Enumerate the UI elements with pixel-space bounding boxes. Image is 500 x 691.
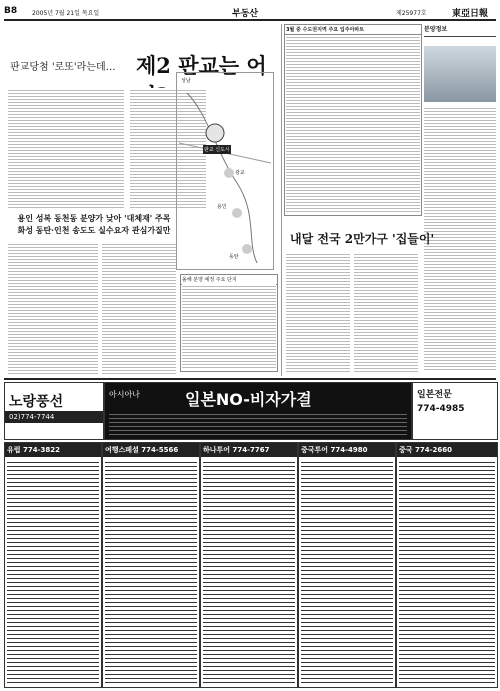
article-body-col1: [8, 88, 124, 208]
ad-tour-5[interactable]: [396, 442, 498, 688]
ad-slogan: 일본NO-비자가결: [185, 390, 312, 409]
ad-tour-1[interactable]: [4, 442, 102, 688]
subhead: 용인 성복 동천동 분양가 낮아 '대체재' 주목 화성 동탄·인천 송도도 실수요자 관심가질만: [17, 213, 171, 235]
ad-tour-4-title: 중국투어 774-4980: [299, 443, 395, 457]
masthead-logo: 東亞日報: [452, 9, 489, 19]
ad-tour-3-listings: [203, 459, 295, 685]
page-number: B8: [4, 6, 18, 16]
ad-japan-title: 일본전문: [417, 390, 452, 400]
issue-date: 2005년 7월 21일 목요일: [32, 10, 100, 17]
sidebar-body: [424, 106, 496, 372]
article-body-col4: [102, 242, 176, 374]
schedule-table-rows: [182, 284, 276, 370]
right-feature: [284, 24, 496, 376]
apartment-photo: [424, 46, 496, 102]
headline-kicker: 판교당첨 '로또'라는데…: [10, 62, 116, 73]
right-body-col1: [286, 252, 350, 372]
article-body-col3: [8, 242, 98, 374]
right-headline: 내달 전국 2만가구 '집들이': [290, 232, 435, 246]
ad-tel-left: 02)774-7744: [5, 411, 103, 423]
section-title: 부동산: [232, 9, 259, 19]
page-header: [4, 3, 496, 21]
headline: 제2 판교는 어: [136, 53, 267, 78]
map-label-4: 용인: [217, 204, 227, 210]
move-in-table-rows: [286, 35, 420, 214]
right-body-col2: [354, 252, 418, 372]
left-feature: [6, 24, 278, 376]
ad-tour-4[interactable]: [298, 442, 396, 688]
ad-banner-center[interactable]: [104, 382, 412, 440]
map-label-5: 동탄: [229, 254, 239, 260]
issue-number: 제25977호: [396, 10, 427, 17]
ad-tour-2-title: 여행스페셜 774-5566: [103, 443, 199, 457]
sidebar-tag: 분양정보: [424, 24, 496, 37]
ad-tour-3-title: 하나투어 774-7767: [201, 443, 297, 457]
ad-brand-noranpung: 노랑풍선: [9, 394, 64, 410]
area-map: [176, 72, 274, 270]
ad-tour-2-listings: [105, 459, 197, 685]
ad-tour-3[interactable]: [200, 442, 298, 688]
ad-japan-tel: 774-4985: [417, 404, 465, 414]
ad-tour-1-title: 유럽 774-3822: [5, 443, 101, 457]
move-in-table-title: 3월 중 수도권지역 주요 입주아파트: [285, 25, 421, 35]
map-label-3: 광교: [235, 170, 245, 176]
map-graphic: [177, 73, 273, 269]
ad-tour-5-title: 중국 774-2660: [397, 443, 497, 457]
ad-tour-5-listings: [399, 459, 495, 685]
map-label-2: 판교 신도시: [204, 147, 230, 153]
schedule-table-title: 올해 분양 예정 주요 단지: [181, 275, 277, 285]
ad-center-listings: [109, 411, 407, 436]
schedule-table: [180, 274, 278, 372]
map-label-1: 성남: [181, 78, 191, 84]
ad-tour-4-listings: [301, 459, 393, 685]
ad-tour-2[interactable]: [102, 442, 200, 688]
ad-banner-right[interactable]: [412, 382, 498, 440]
ad-tour-1-listings: [7, 459, 99, 685]
move-in-table: [284, 24, 422, 216]
ad-brand-asiana: 아시아나: [109, 390, 140, 399]
ad-section: [4, 378, 496, 690]
ad-banner-left[interactable]: [4, 382, 104, 440]
column-divider: [281, 24, 282, 376]
